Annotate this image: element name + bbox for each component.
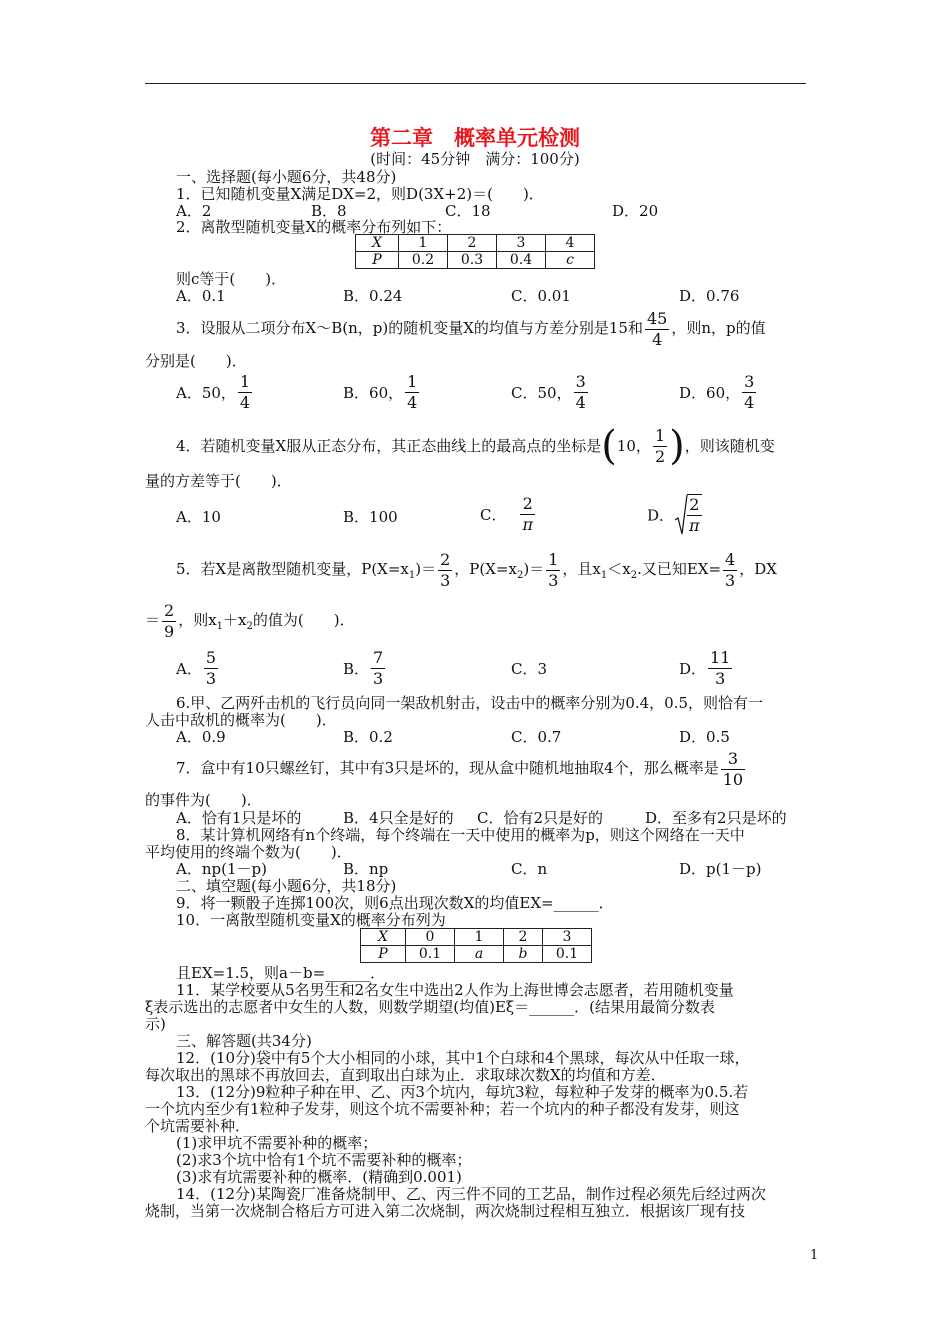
q13-line2: 一个坑内至少有1粒种子发芽，则这个坑不需要补种；若一个坑内的种子都没有发芽，则这: [145, 1100, 740, 1118]
q7-option-d: D．至多有2只是坏的: [645, 809, 787, 827]
q6-line2: 人击中敌机的概率为( )．: [145, 711, 337, 729]
q3-option-d: D．60， $\frac{3}{4}$: [679, 372, 755, 412]
question-6: 6.甲、乙两歼击机的飞行员向同一架敌机射击，设击中的概率分别为0.4，0.5，则恰有一: [176, 694, 764, 712]
table-cell: 0.4: [497, 252, 546, 269]
question-14: 14．(12分)某陶瓷厂准备烧制甲、乙、丙三件不同的工艺品，制作过程必须先后经过两次: [176, 1185, 766, 1203]
distribution-table: [355, 234, 595, 269]
table-cell: 3: [497, 235, 546, 252]
section-heading: 一、选择题(每小题6分，共48分): [176, 168, 397, 186]
q11-line3: 示): [145, 1015, 166, 1033]
table-cell: b: [504, 946, 543, 963]
q4-option-d: D． $\frac{2}{\pi}$: [647, 495, 700, 535]
table-cell: 1: [455, 929, 504, 946]
table-cell: 0.1: [543, 946, 592, 963]
q10-followup: 且EX=1.5，则a－b=______．: [176, 964, 386, 982]
q1-option-b: B．8: [311, 202, 347, 220]
question-3: [176, 306, 766, 350]
page-title: 第二章 概率单元检测: [370, 125, 580, 150]
q5-option-d: D． $\frac{11}{3}$: [679, 648, 731, 688]
table-cell: 0.2: [399, 252, 448, 269]
q5-option-c: C．3: [511, 660, 548, 678]
q7-option-c: C．恰有2只是好的: [477, 809, 604, 827]
q8-option-b: B．np: [343, 860, 389, 878]
q8-option-c: C．n: [511, 860, 548, 878]
question-10: 10．一离散型随机变量X的概率分布列为: [176, 911, 446, 929]
q3-line2: 分别是( )．: [145, 352, 247, 370]
q5-option-b: B． $\frac{7}{3}$: [343, 648, 384, 688]
table-cell: 0.1: [406, 946, 455, 963]
question-8: 8．某计算机网络有n个终端，每个终端在一天中使用的概率为p，则这个网络在一天中: [176, 826, 745, 844]
q1-option-d: D．20: [612, 202, 659, 220]
q8-line2: 平均使用的终端个数为( )．: [145, 843, 352, 861]
table-header-p: P: [356, 252, 399, 269]
q4-option-b: B．100: [343, 508, 398, 526]
header-rule: [145, 83, 806, 84]
question-2: 2．离散型随机变量X的概率分布列如下：: [176, 218, 452, 236]
q2-option-b: B．0.24: [343, 287, 403, 305]
q3-option-c: C．50， $\frac{3}{4}$: [511, 372, 586, 412]
q2-option-a: A．0.1: [176, 287, 226, 305]
q2-option-c: C．0.01: [511, 287, 571, 305]
question-5: 5．若X是离散型随机变量，$P(X=x_1)=$ $\frac{2}{3}$ ，$P(X=x_2)=$ $\frac{1}{3}$ ，且$x_1<x_2$.又已知EX= $\frac{4}{3}$ ，DX: [176, 549, 777, 590]
page-number: 1: [810, 1248, 819, 1263]
q5-line2: ＝ $\frac{2}{9}$ ，则$x_1+x_2$的值为( )．: [145, 600, 355, 641]
table-cell: a: [455, 946, 504, 963]
q13-sub-1: (1)求甲坑不需要补种的概率；: [176, 1134, 378, 1152]
q13-sub-3: (3)求有坑需要补种的概率．(精确到0.001): [176, 1168, 462, 1186]
q2-option-d: D．0.76: [679, 287, 740, 305]
q3-text: 3．设服从二项分布X～B(n，p)的随机变量X的均值与方差分别是15和: [176, 319, 643, 337]
question-4: 4．若随机变量X服从正态分布，其正态曲线上的最高点的坐标是(10， $\frac{1}{2}$ )，则该随机变: [176, 423, 775, 469]
q4-line2: 量的方差等于( )．: [145, 472, 292, 490]
q1-option-c: C．18: [445, 202, 491, 220]
q3-option-a: A．50， $\frac{1}{4}$: [176, 372, 251, 412]
q3-text: ，则n，p的值: [671, 319, 766, 337]
section-heading: 二、填空题(每小题6分，共18分): [176, 877, 397, 895]
fraction: $\frac{45}{4}$: [646, 308, 668, 349]
q4-option-a: A．10: [176, 508, 221, 526]
q8-option-a: A．np(1－p): [176, 860, 267, 878]
table-cell: 4: [546, 235, 595, 252]
q6-option-d: D．0.5: [679, 728, 730, 746]
q7-option-b: B．4只全是好的: [343, 809, 454, 827]
table-cell: 1: [399, 235, 448, 252]
question-9: 9．将一颗骰子连掷100次，则6点出现次数X的均值EX=______．: [176, 894, 614, 912]
table-header-p: P: [361, 946, 406, 963]
q11-line2: ξ表示选出的志愿者中女生的人数，则数学期望(均值)Eξ＝______．(结果用最简分数表: [145, 998, 716, 1016]
q7-line2: 的事件为( )．: [145, 791, 262, 809]
question-13: 13．(12分)9粒种子种在甲、乙、丙3个坑内，每坑3粒，每粒种子发芽的概率为0.5.若: [176, 1083, 749, 1101]
table-cell: 0.3: [448, 252, 497, 269]
section-heading: 三、解答题(共34分): [176, 1032, 312, 1050]
question-7: 7．盒中有10只螺丝钉，其中有3只是坏的，现从盒中随机地抽取4个，那么概率是 $\frac{3}{10}$: [176, 748, 744, 789]
table-cell: 0: [406, 929, 455, 946]
table-header-x: X: [361, 929, 406, 946]
table-cell: 3: [543, 929, 592, 946]
distribution-table: [360, 928, 592, 963]
question-12: 12．(10分)袋中有5个大小相同的小球，其中1个白球和4个黑球，每次从中任取一球，: [176, 1049, 750, 1067]
q13-sub-2: (2)求3个坑中恰有1个坑不需要补种的概率；: [176, 1151, 472, 1169]
q4-option-c: C． $\frac{2}{\pi}$: [480, 494, 533, 534]
q3-option-b: B．60， $\frac{1}{4}$: [343, 372, 418, 412]
q6-option-c: C．0.7: [511, 728, 562, 746]
q7-option-a: A．恰有1只是坏的: [176, 809, 302, 827]
q5-option-a: A． $\frac{5}{3}$: [176, 648, 217, 688]
q6-option-b: B．0.2: [343, 728, 393, 746]
table-cell: c: [546, 252, 595, 269]
sqrt-sign: [674, 494, 688, 536]
question-1: 1．已知随机变量X满足DX=2，则D(3X+2)＝( )．: [176, 185, 544, 203]
q2-followup: 则c等于( )．: [176, 270, 287, 288]
q13-line3: 个坑需要补种．: [145, 1117, 251, 1135]
question-11: 11．某学校要从5名男生和2名女生中选出2人作为上海世博会志愿者，若用随机变量: [176, 981, 734, 999]
q12-line2: 每次取出的黑球不再放回去，直到取出白球为止．求取球次数X的均值和方差．: [145, 1066, 666, 1084]
page-subtitle: (时间：45分钟 满分：100分): [370, 150, 580, 168]
table-cell: 2: [448, 235, 497, 252]
table-cell: 2: [504, 929, 543, 946]
q8-option-d: D．p(1－p): [679, 860, 762, 878]
q1-option-a: A．2: [176, 202, 212, 220]
table-header-x: X: [356, 235, 399, 252]
q6-option-a: A．0.9: [176, 728, 226, 746]
q14-line2: 烧制，当第一次烧制合格后方可进入第二次烧制，两次烧制过程相互独立．根据该厂现有技: [145, 1202, 746, 1220]
